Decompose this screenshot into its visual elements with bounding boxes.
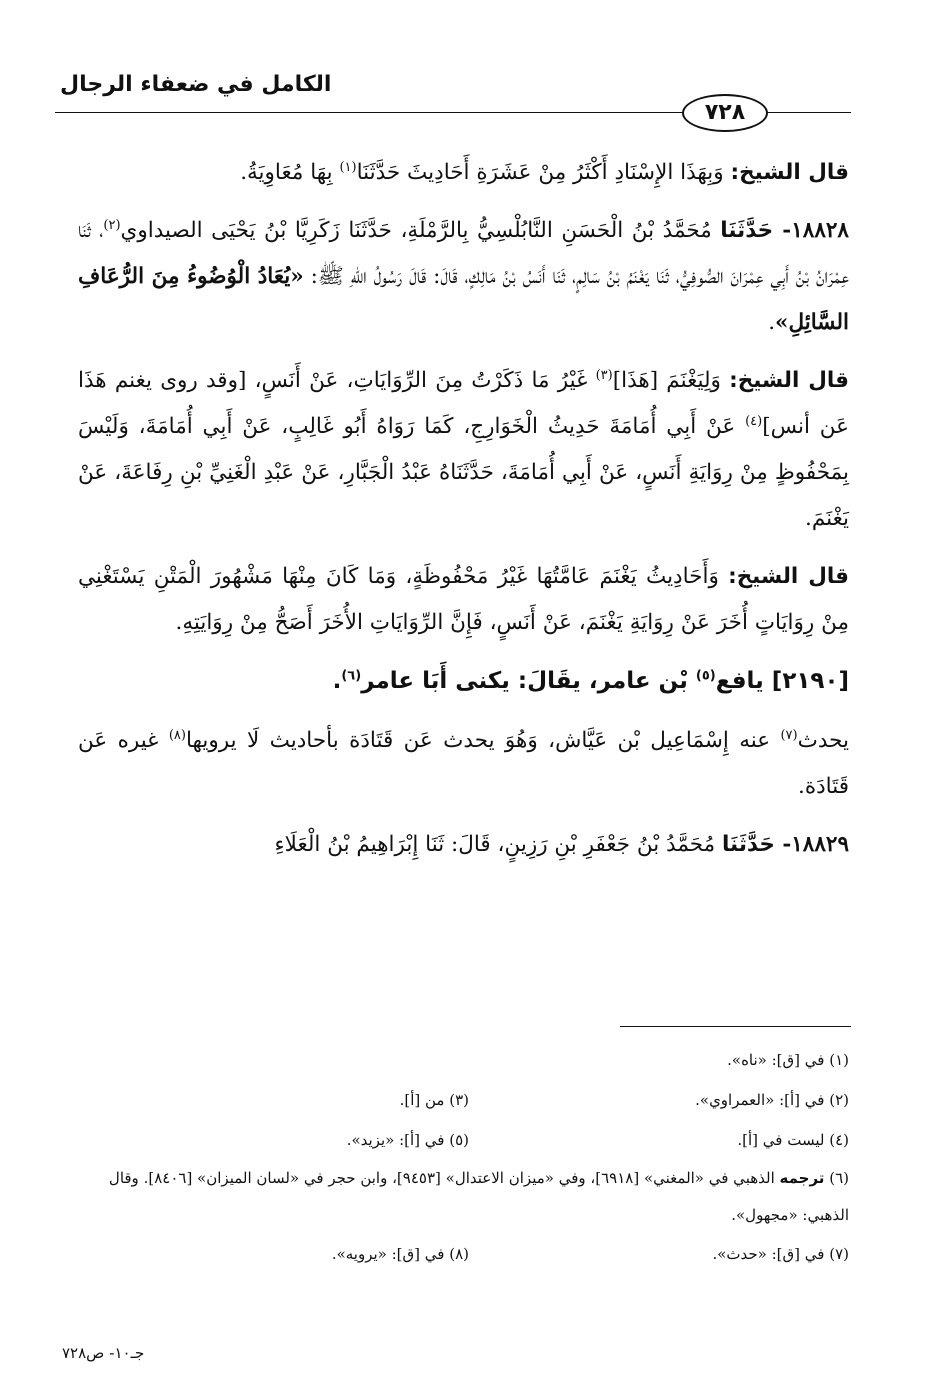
footnote-marker: (٥): [695, 668, 716, 684]
hadith-number: ١٨٨٢٩-: [774, 832, 849, 857]
footnote: (١) في [ق]: «ناه».: [727, 1051, 849, 1069]
isnad-word: حَدَّثَنَا: [720, 218, 774, 243]
shaykh-label: قال الشيخ:: [729, 368, 849, 393]
footnote-keyword: ترجمه: [779, 1169, 825, 1187]
hadith-number: ١٨٨٢٨-: [773, 218, 849, 243]
footnote-marker: (٦): [341, 668, 362, 684]
footnote: (٧) في [ق]: «حدث».: [712, 1245, 849, 1263]
footnote-rule: [620, 1026, 851, 1027]
paragraph: [78, 150, 849, 196]
paragraph-text: غيره عَن قَتَادَة.: [78, 728, 849, 799]
paragraph-text: ، ثَنَا عِمْرَانُ بْنُ أَبِي عِمْرَانَ الصُّوفِيُّ، ثَنَا يَغْنَمُ بْنُ سَالِمٍ، ثَنَا أَنَسُ بْنُ مَالِكٍ، قَالَ: قَالَ رَسُولُ اللهِ ﷺ:: [78, 218, 849, 289]
paragraph-text: غَيْرُ مَا ذَكَرْتُ مِنَ الرِّوَايَاتِ، عَنْ أَنَسٍ، [وقد روى يغنم هَذَا عَن أنس]: [78, 368, 849, 439]
paragraph-text: بِهَا مُعَاوِيَةُ.: [240, 160, 340, 185]
footnote-marker: (١): [339, 159, 357, 175]
paragraph: [78, 554, 849, 646]
entry-heading-text: بْن عامر، يقَالَ: يكنى أَبَا عامر: [361, 668, 696, 694]
paragraph-text: وَبِهَذَا الإِسْنَادِ أَكْثَرُ مِنْ عَشَرَةِ أَحَادِيثَ حَدَّثَنَا: [356, 160, 731, 185]
footnote-marker: (٧): [780, 727, 798, 743]
paragraph-text: .: [768, 310, 776, 335]
footnote-text: الذهبي في «المغني» [٦٩١٨]، وفي «ميزان الاعتدال» [٩٤٥٣]، وابن حجر في «لسان الميزان» [٨٤٠٦]. وقال الذهبي: «مجهول».: [108, 1169, 849, 1224]
shaykh-label: قال الشيخ:: [730, 160, 849, 185]
paragraph-text: وَأَحَادِيثُ يَغْنَمَ عَامَّتُهَا غَيْرُ مَحْفُوظَةٍ، وَمَا كَانَ مِنْهَا مَشْهُورَ الْمَتْنِ يَسْتَغْنِي مِنْ رِوَايَاتٍ أُخَرَ عَنْ رِوَايَةِ يَغْنَمَ، عَنْ أَنَسٍ، فَإِنَّ الرِّوَايَاتِ الأُخَرَ أَصَحُّ مِنْ رِوَايَتِهِ.: [78, 564, 849, 635]
shaykh-label: قال الشيخ:: [728, 564, 849, 589]
folio: جـ١٠- ص٧٢٨: [62, 1344, 145, 1362]
footnote-row: [80, 1234, 849, 1274]
footnote: (٢) في [أ]: «العمراوي».: [695, 1091, 849, 1109]
entry-heading-text: .: [332, 668, 342, 694]
paragraph-text: يحدث: [797, 728, 849, 753]
footnote-marker: (٨): [168, 727, 186, 743]
hadith-paragraph: [78, 208, 849, 346]
footnote: (٥) في [أ]: «يزيد».: [346, 1131, 469, 1149]
footnote: (٣) من [أ].: [399, 1091, 469, 1109]
page-number: ٧٢٨: [682, 94, 768, 132]
running-title: الكامل في ضعفاء الرجال: [60, 72, 332, 97]
footnote: (٨) في [ق]: «يرويه».: [331, 1245, 469, 1263]
footnote-number: (٦): [824, 1169, 849, 1187]
footnotes: [80, 1040, 849, 1274]
footnote-row: [80, 1120, 849, 1160]
footnote-marker: (٣): [595, 367, 613, 383]
paragraph-text: وَلِيَغْنَمَ [هَذَا]: [612, 368, 730, 393]
paragraph-text: مُحَمَّدُ بْنُ جَعْفَرِ بْنِ رَزِينٍ، قَالَ: ثَنَا إِبْرَاهِيمُ بْنُ الْعَلَاءِ: [274, 832, 722, 857]
hadith-matn: «يُعَادُ الْوُضُوءُ مِنَ الرُّعَافِ السَّائِلِ»: [78, 264, 849, 335]
footnote-marker: (٤): [745, 413, 763, 429]
footnote-row: [80, 1080, 849, 1120]
footnote-marker: (٢): [103, 217, 121, 233]
footnote: (٤) ليست في [أ].: [737, 1131, 849, 1149]
main-text: [78, 150, 849, 880]
paragraph-text: عَنْ أَبِي أُمَامَةَ حَدِيثُ الْخَوَارِجِ، كَمَا رَوَاهُ أَبُو غَالِبٍ، عَنْ أَبِي أُمَامَةَ، وَلَيْسَ بِمَحْفُوظٍ مِنْ رِوَايَةِ أَنَسٍ، عَنْ أَبِي أُمَامَةَ، حَدَّثَنَاهُ عَبْدُ الْجَبَّارِ، عَنْ عَبْدِ الْغَنِيِّ بْنِ رِفَاعَةَ، عَنْ يَغْنَمَ.: [78, 414, 849, 531]
paragraph-text: مُحَمَّدُ بْنُ الْحَسَنِ النَّابُلْسِيُّ بِالرَّمْلَةِ، حَدَّثَنَا زَكَرِيَّا بْنُ يَحْيَى الصيداوي: [120, 218, 721, 243]
hadith-paragraph: [78, 822, 849, 868]
footnote: [80, 1160, 849, 1234]
entry-heading: [78, 658, 849, 704]
paragraph: [78, 358, 849, 542]
paragraph: [78, 718, 849, 810]
isnad-word: حَدَّثَنَا: [721, 832, 775, 857]
paragraph-text: عنه إِسْمَاعِيل بْن عَيَّاش، وَهُوَ يحدث عَن قَتَادَة بأحاديث لَا يرويها: [185, 728, 781, 753]
entry-heading-text: [٢١٩٠] يافع: [715, 668, 849, 694]
